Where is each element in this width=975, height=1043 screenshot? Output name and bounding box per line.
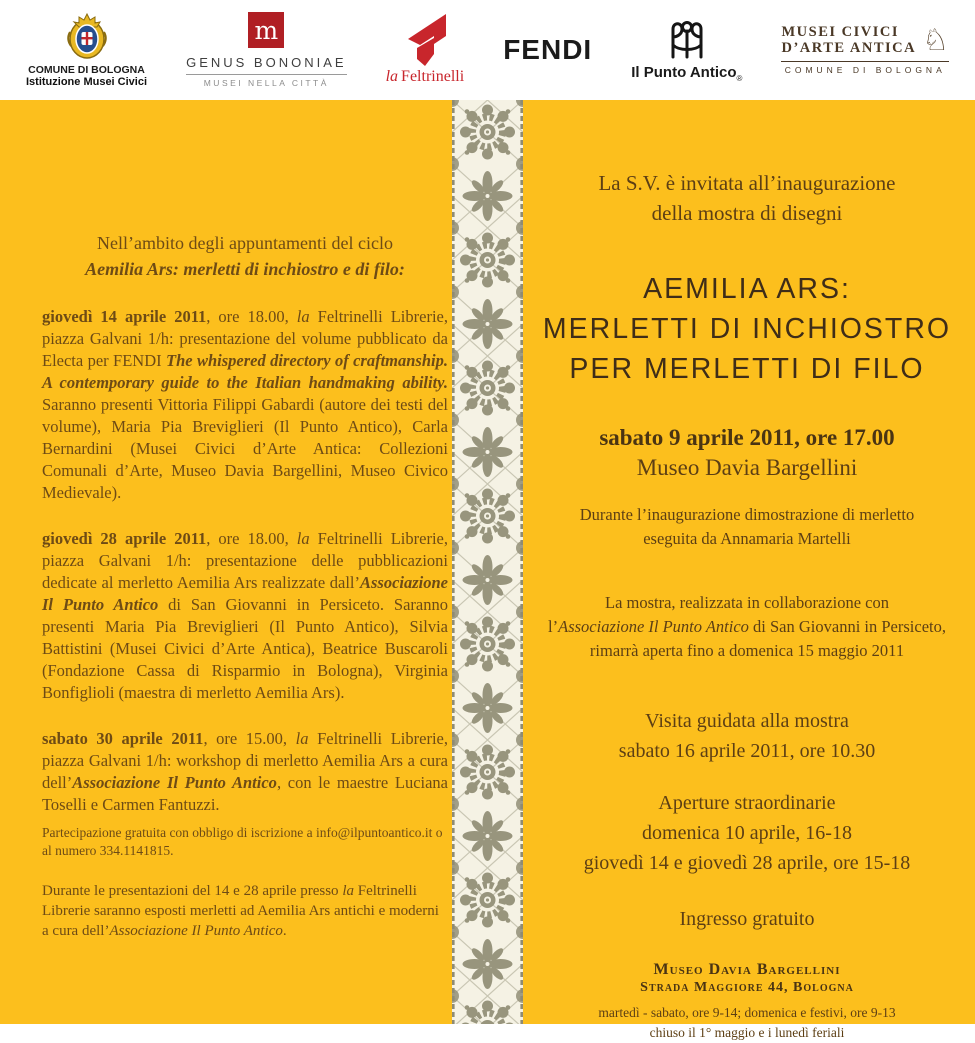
feltrinelli-flag-icon	[403, 14, 447, 66]
museum-address: Strada Maggiore 44, Bologna	[640, 980, 854, 996]
logo-comune-bologna	[26, 12, 147, 88]
feltrinelli-la: la	[385, 68, 399, 85]
punto-antico-registered-mark: ®	[736, 74, 743, 83]
museum-name: Museo Davia Bargellini	[653, 961, 841, 979]
logo-band	[0, 0, 975, 100]
events-column	[42, 100, 448, 941]
event-april-28: giovedì 28 aprile 2011, ore 18.00, la Feltrinelli Librerie, piazza Galvani 1/h: presentazione delle pubblicazioni dedicate al merletto Aemilia Ars realizzate dall’Associazione Il Punto Antico di San Giovanni in Persiceto. Saranno presenti Maria Pia Breviglieri (Il Punto Antico), Silvia Battistini (Musei Civici d’Arte Antica), Beatrice Buscaroli (Fondazione Cassa di Risparmio in Bologna), Virginia Bonfiglioli (maestra di merletto Aemilia Ars).	[42, 529, 448, 703]
museum-hours-line1: martedì - sabato, ore 9-14; domenica e festivi, ore 9-13	[598, 1005, 896, 1021]
collaboration-line3: rimarrà aperta fino a domenica 15 maggio 2011	[589, 640, 905, 660]
exhibition-title	[526, 269, 968, 389]
event-april-14: giovedì 14 aprile 2011, ore 18.00, la Feltrinelli Librerie, piazza Galvani 1/h: presentazione del volume pubblicato da Electa per FENDI The whispered directory of craftmanship. A contemporary guide to the Italian handmaking ability. Saranno presenti Vittoria Filippi Gabardi (autore dei testi del volume), Maria Pia Breviglieri (Il Punto Antico), Carla Bernardini (Musei Civici d’Arte Antica: Collezioni Comunali d’Arte, Museo Davia Bargellini, Museo Civico Medievale).	[42, 307, 448, 503]
cycle-intro-line1: Nell’ambito degli appuntamenti del ciclo	[97, 233, 393, 253]
invitation-lead-line1: La S.V. è invitata all’inaugurazione	[598, 171, 896, 195]
genus-bononiae-sublabel: MUSEI NELLA CITTÀ	[203, 78, 329, 88]
special-openings-line1: Aperture straordinarie	[658, 792, 836, 815]
invitation-lead	[526, 168, 968, 229]
feltrinelli-name: Feltrinelli	[401, 68, 465, 85]
cycle-title: Aemilia Ars: merletti di inchiostro e di filo:	[85, 259, 405, 280]
invitation-lead-line2: della mostra di disegni	[651, 201, 843, 226]
musei-civici-line2: D’ARTE ANTICA	[781, 40, 917, 56]
musei-civici-line1: MUSEI CIVICI	[781, 24, 899, 41]
istituzione-musei-civici-label: Istituzione Musei Civici	[26, 76, 148, 88]
collaboration-note	[526, 591, 968, 663]
logo-punto-antico	[631, 17, 742, 83]
genus-bononiae-icon: m	[248, 12, 284, 48]
collaboration-line2: l’Associazione Il Punto Antico di San Giovanni in Persiceto,	[548, 616, 946, 636]
demonstration-line2: eseguita da Annamaria Martelli	[643, 528, 851, 548]
logo-genus-bononiae	[186, 12, 346, 88]
event-april-30: sabato 30 aprile 2011, ore 15.00, la Feltrinelli Librerie, piazza Galvani 1/h: workshop di merletto Aemilia Ars a cura dell’Associazione Il Punto Antico, con le maestre Luciana Toselli e Carmen Fantuzzi.	[42, 729, 449, 815]
logo-fendi	[503, 34, 592, 66]
free-entry-note: Ingresso gratuito	[679, 908, 815, 931]
museum-hours-line2: chiuso il 1° maggio e i lunedì feriali	[649, 1025, 845, 1041]
invitation-column	[526, 100, 968, 1043]
demonstration-note	[526, 503, 968, 551]
exhibition-title-line3: PER MERLETTI DI FILO	[569, 352, 925, 385]
musei-civici-sublabel: COMUNE DI BOLOGNA	[781, 61, 949, 75]
museum-info	[526, 961, 968, 996]
registration-note: Partecipazione gratuita con obbligo di iscrizione a info@ilpuntoantico.it o al numero 334.1141815.	[42, 825, 443, 858]
special-openings-line2: domenica 10 aprile, 16-18	[642, 822, 852, 845]
comune-bologna-crest-icon	[64, 12, 110, 62]
demonstration-line1: Durante l’inaugurazione dimostrazione di merletto	[579, 504, 915, 524]
lace-ribbon-decoration	[452, 100, 523, 1024]
logo-feltrinelli	[386, 14, 465, 86]
guided-tour	[526, 706, 968, 766]
closing-note: Durante le presentazioni del 14 e 28 aprile presso la Feltrinelli Librerie saranno esposti merletti ad Aemilia Ars antichi e moderni a cura dell’Associazione Il Punto Antico.	[42, 883, 439, 940]
museum-hours	[526, 1003, 968, 1042]
genus-bononiae-label: GENUS BONONIAE	[186, 55, 346, 75]
cycle-intro	[42, 230, 448, 282]
punto-antico-label: Il Punto Antico$_®$	[631, 64, 743, 83]
horse-rider-icon: ♘	[922, 24, 949, 57]
exhibition-title-line1: AEMILIA ARS:	[643, 272, 851, 305]
special-openings-line3: giovedì 14 e giovedì 28 aprile, ore 15-18	[583, 852, 911, 875]
exhibition-title-line2: MERLETTI DI INCHIOSTRO	[542, 312, 952, 345]
special-openings	[526, 788, 968, 878]
feltrinelli-label	[386, 68, 465, 86]
comune-bologna-label: COMUNE DI BOLOGNA	[28, 64, 145, 76]
collaboration-line1: La mostra, realizzata in collaborazione con	[604, 592, 890, 612]
guided-tour-line1: Visita guidata alla mostra	[645, 710, 849, 733]
logo-musei-civici	[781, 25, 949, 75]
punto-antico-monogram-icon	[664, 17, 710, 61]
opening-venue: Museo Davia Bargellini	[636, 454, 858, 480]
fendi-label: FENDI	[503, 34, 593, 65]
opening-date: sabato 9 aprile 2011, ore 17.00	[599, 424, 895, 450]
guided-tour-line2: sabato 16 aprile 2011, ore 10.30	[618, 740, 876, 763]
